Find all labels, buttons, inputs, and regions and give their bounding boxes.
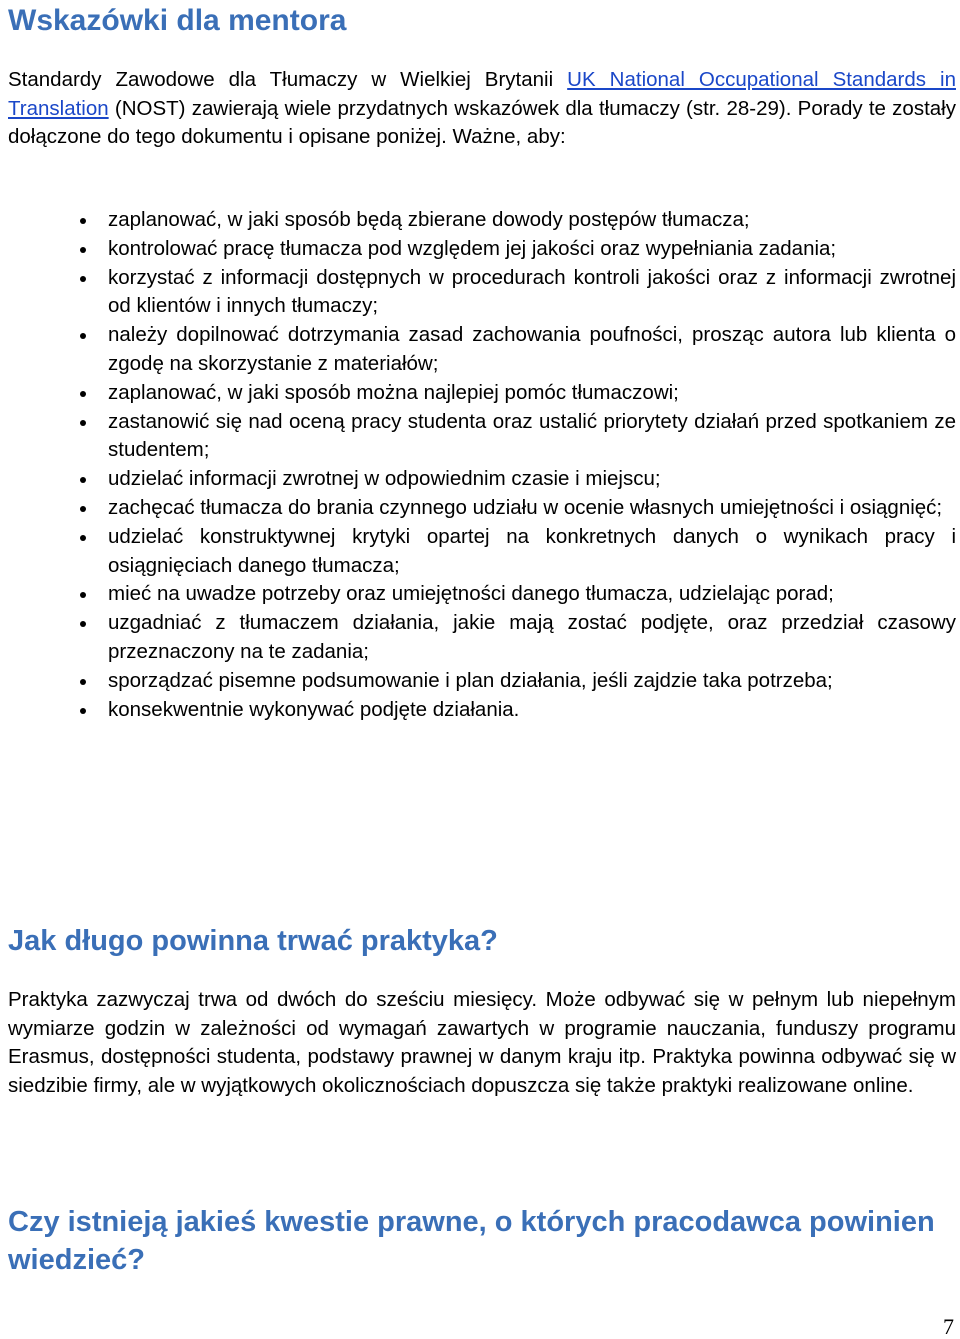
list-item-text: uzgadniać z tłumaczem działania, jakie mają zostać podjęte, oraz przedział czasowy przeznaczony na te zadania; [108,611,956,663]
list-item [80,235,956,264]
list-item [80,580,956,609]
list-item-text: zaplanować, w jaki sposób będą zbierane dowody postępów tłumacza; [108,208,750,231]
bullet-icon [80,621,86,627]
list-item-text: zastanowić się nad oceną pracy studenta oraz ustalić priorytety działań przed spotkaniem ze studentem; [108,409,956,462]
list-item [80,696,956,725]
list-item [80,264,956,322]
list-item-text: korzystać z informacji dostępnych w procedurach kontroli jakości oraz z informacji zwrotnej od klientów i innych tłumaczy; [108,265,956,318]
internship-duration-paragraph: Praktyka zazwyczaj trwa od dwóch do sześciu miesięcy. Może odbywać się w pełnym lub niepełnym wymiarze godzin w zależności od wymagań zawartych w programie nauczania, funduszy programu Erasmus, dostępności studenta, podstawy prawnej w danym kraju itp. Praktyka powinna odbywać się w siedzibie firmy, ale w wyjątkowych okolicznościach dopuszcza się także praktyki realizowane online. [8,988,956,1097]
list-item-text: należy dopilnować dotrzymania zasad zachowania poufności, prosząc autora lub klienta o zgodę na skorzystanie z materiałów; [108,323,956,375]
bullet-icon [80,218,86,224]
bullet-icon [80,592,86,598]
intro-text-end: (NOST) zawierają wiele przydatnych wskazówek dla tłumaczy (str. 28-29). Porady te zostały dołączone do tego dokumentu i opisane poniżej. Ważne, aby: [8,96,956,148]
list-item-text: zaplanować, w jaki sposób można najlepiej pomóc tłumaczowi; [108,380,679,404]
list-item-text: sporządzać pisemne podsumowanie i plan działania, jeśli zajdzie taka potrzeba; [108,668,833,692]
list-item [80,494,956,523]
list-item-text: zachęcać tłumacza do brania czynnego udziału w ocenie własnych umiejętności i osiągnięć; [108,495,943,519]
list-item [80,206,956,235]
list-item [80,379,956,408]
list-item [80,523,956,581]
bullet-icon [80,708,86,714]
nost-link[interactable]: UK National Occupational Standards in Translation [8,68,956,120]
bullet-icon [80,391,86,397]
list-item-text: udzielać informacji zwrotnej w odpowiednim czasie i miejscu; [108,467,661,491]
list-item-text: udzielać konstruktywnej krytyki opartej na konkretnych danych o wynikach pracy i osiągnięciach danego tłumacza; [108,524,956,577]
page-number: 7 [943,1314,954,1339]
list-item [80,667,956,696]
intro-text-start: Standardy Zawodowe dla Tłumaczy w Wielkiej Brytanii [8,68,568,91]
bullet-icon [80,247,86,253]
list-item-text: kontrolować pracę tłumacza pod względem jej jakości oraz wypełniania zadania; [108,236,837,260]
internship-duration-heading: Jak długo powinna trwać praktyka? [8,925,498,957]
bullet-icon [80,420,86,426]
bullet-icon [80,535,86,541]
bullet-icon [80,276,86,282]
bullet-icon [80,333,86,339]
list-item [80,321,956,379]
list-item-text: konsekwentnie wykonywać podjęte działania. [108,697,520,721]
bullet-icon [80,679,86,685]
guidelines-bullet-list [80,206,956,724]
mentor-guidelines-heading: Wskazówki dla mentora [8,4,347,37]
bullet-icon [80,506,86,512]
list-item-text: mieć na uwadze potrzeby oraz umiejętności danego tłumacza, udzielając porad; [108,582,834,606]
list-item [80,609,956,667]
list-item [80,408,956,466]
legal-issues-heading: Czy istnieją jakieś kwestie prawne, o których pracodawca powinien wiedzieć? [8,1206,935,1276]
list-item [80,465,956,494]
bullet-icon [80,477,86,483]
intro-paragraph [8,66,956,152]
